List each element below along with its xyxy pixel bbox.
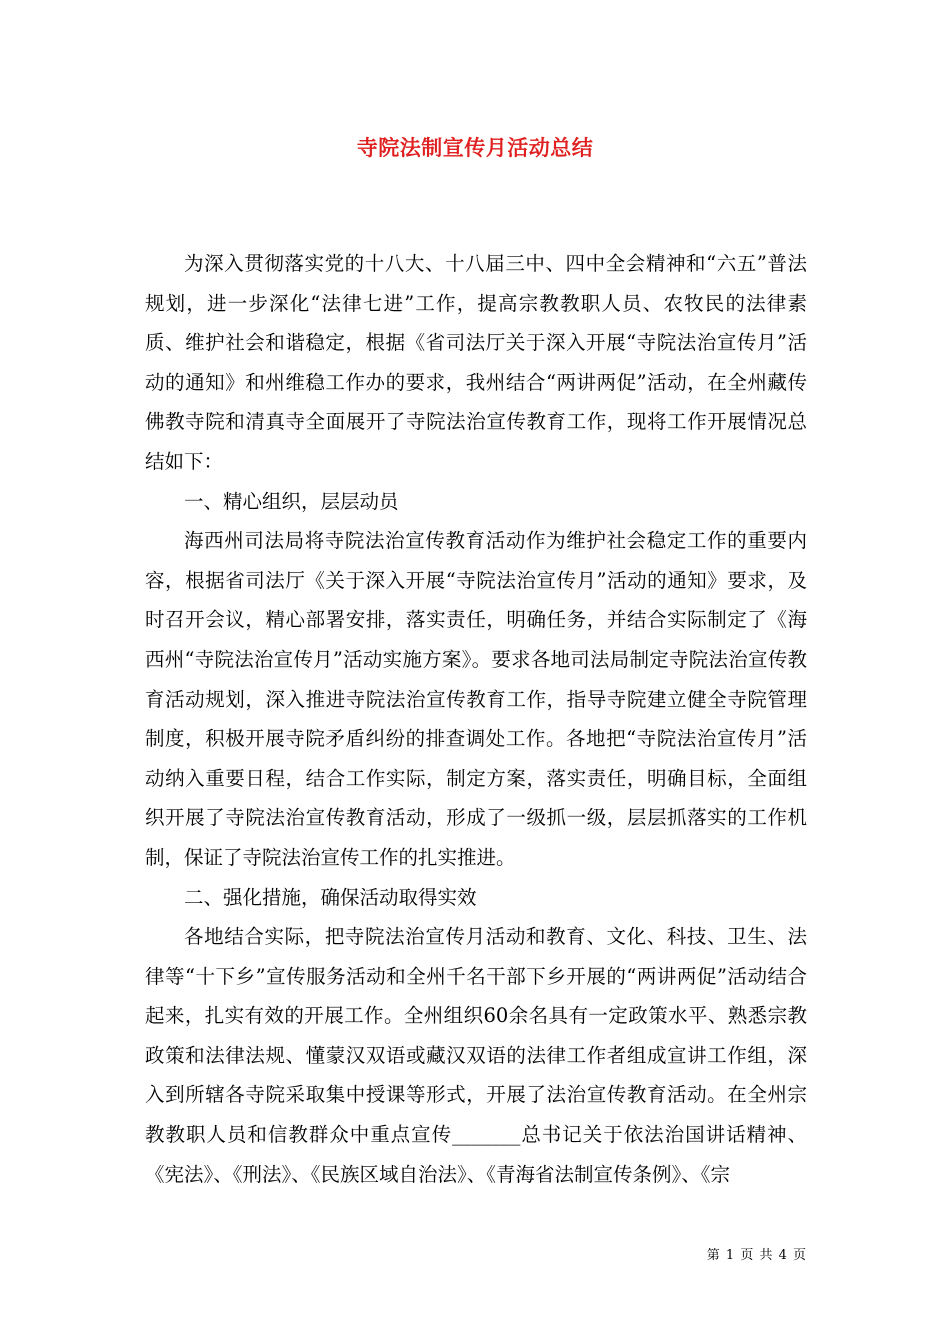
page-number-footer: 第 1 页 共 4 页: [706, 1248, 807, 1263]
paragraph-intro: 为深入贯彻落实党的十八大、十八届三中、四中全会精神和“六五”普法规划，进一步深化“法律七进”工作，提高宗教教职人员、农牧民的法律素质、维护社会和谐稳定，根据《省司法厅关于深入开展“寺院法治宣传月”活动的通知》和州维稳工作办的要求，我州结合“两讲两促”活动，在全州藏传佛教寺院和清真寺全面展开了寺院法治宣传教育工作，现将工作开展情况总结如下：: [145, 252, 807, 473]
section-heading-1: 一、精心组织，层层动员: [184, 489, 399, 513]
section-heading-2: 二、强化措施，确保活动取得实效: [184, 885, 477, 909]
paragraph-section-1: 海西州司法局将寺院法治宣传教育活动作为维护社会稳定工作的重要内容，根据省司法厅《关于深入开展“寺院法治宣传月”活动的通知》要求，及时召开会议，精心部署安排，落实责任，明确任务，并结合实际制定了《海西州“寺院法治宣传月”活动实施方案》。要求各地司法局制定寺院法治宣传教育活动规划，深入推进寺院法治宣传教育工作，指导寺院建立健全寺院管理制度，积极开展寺院矛盾纠纷的排查调处工作。各地把“寺院法治宣传月”活动纳入重要日程，结合工作实际，制定方案，落实责任，明确目标，全面组织开展了寺院法治宣传教育活动，形成了一级抓一级，层层抓落实的工作机制，保证了寺院法治宣传工作的扎实推进。: [145, 529, 807, 869]
paragraph-section-2: 各地结合实际，把寺院法治宣传月活动和教育、文化、科技、卫生、法律等“十下乡”宣传服务活动和全州千名干部下乡开展的“两讲两促”活动结合起来，扎实有效的开展工作。全州组织60余名具有一定政策水平、熟悉宗教政策和法律法规、懂蒙汉双语或藏汉双语的法律工作者组成宣讲工作组，深入到所辖各寺院采取集中授课等形式，开展了法治宣传教育活动。在全州宗教教职人员和信教群众中重点宣传_______总书记关于依法治国讲话精神、《宪法》、《刑法》、《民族区域自治法》、《青海省法制宣传条例》、《宗: [145, 925, 807, 1186]
document-body: [145, 244, 807, 1194]
page-title: 寺院法制宣传月活动总结: [356, 135, 594, 160]
